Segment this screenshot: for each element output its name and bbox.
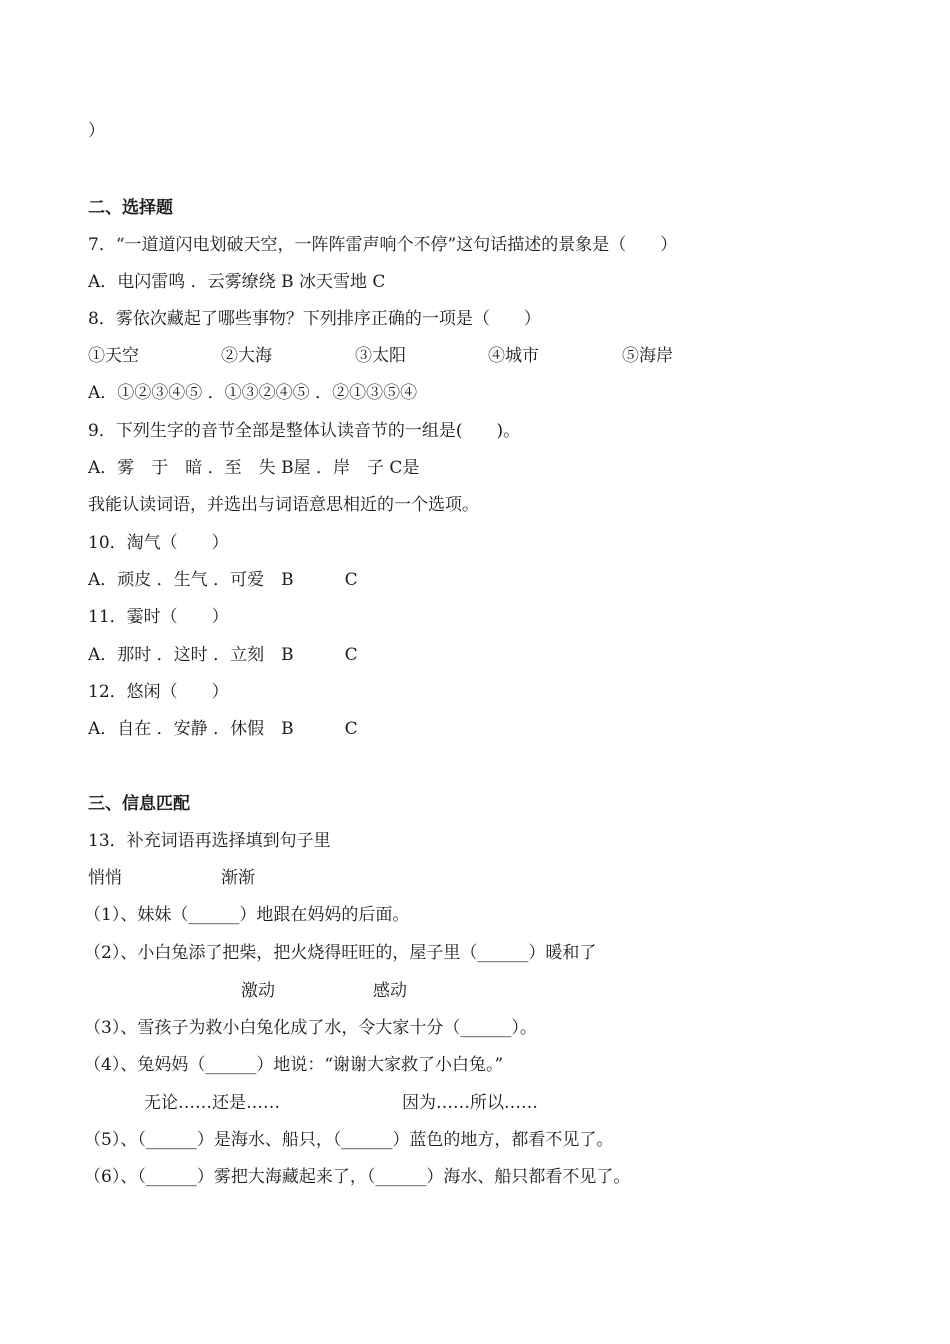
- q7-options: A．电闪雷鸣 ．云雾缭绕 B 冰天雪地 C: [88, 272, 386, 292]
- q13-sentence-3: （3）、雪孩子为救小白兔化成了水，令大家十分（______）。: [84, 1018, 537, 1038]
- q11-stem: 11．霎时（ ）: [88, 607, 229, 627]
- q13-sentence-2: （2）、小白兔添了把柴，把火烧得旺旺的，屋子里（______）暖和了: [84, 943, 597, 963]
- conjunction-option: 无论……还是……: [144, 1093, 280, 1113]
- q10-options: A．顽皮 ．生气 ．可爱 B C: [88, 570, 358, 590]
- q8-item: ②大海: [221, 346, 272, 366]
- q8-item: ⑤海岸: [622, 346, 673, 366]
- q12-options: A．自在 ．安静 ．休假 B C: [88, 719, 358, 739]
- q9-options: A．雾 于 暗 ．至 失 B屋 ．岸 子 C是: [88, 458, 420, 478]
- word-option: 渐渐: [221, 868, 255, 888]
- closing-paren: ）: [88, 121, 105, 141]
- q8-options: A．①②③④⑤ ．①③②④⑤ ．②①③⑤④: [88, 383, 418, 403]
- q13-sentence-1: （1）、妹妹（______）地跟在妈妈的后面。: [84, 905, 410, 925]
- q8-item: ①天空: [88, 346, 139, 366]
- q12-stem: 12．悠闲（ ）: [88, 682, 229, 702]
- q13-stem: 13．补充词语再选择填到句子里: [88, 831, 331, 851]
- word-option: 感动: [373, 981, 407, 1001]
- q13-sentence-4: （4）、兔妈妈（______）地说：“谢谢大家救了小白兔。”: [84, 1055, 504, 1075]
- q8-stem: 8．雾依次藏起了哪些事物？下列排序正确的一项是（ ）: [88, 309, 541, 329]
- vocab-intro: 我能认读词语，并选出与词语意思相近的一个选项。: [88, 495, 479, 515]
- word-option: 激动: [241, 981, 275, 1001]
- q8-item: ④城市: [488, 346, 539, 366]
- q13-sentence-5: （5）、（______）是海水、船只，（______）蓝色的地方，都看不见了。: [84, 1130, 614, 1150]
- word-option: 悄悄: [88, 868, 122, 888]
- q9-stem: 9．下列生字的音节全部是整体认读音节的一组是( )。: [88, 421, 521, 441]
- q7-stem: 7．“一道道闪电划破天空，一阵阵雷声响个不停”这句话描述的景象是（ ）: [88, 235, 678, 255]
- conjunction-option: 因为……所以……: [402, 1093, 538, 1113]
- q10-stem: 10．淘气（ ）: [88, 533, 229, 553]
- q8-item: ③太阳: [355, 346, 406, 366]
- q13-sentence-6: （6）、（______）雾把大海藏起来了，（______）海水、船只都看不见了。: [84, 1167, 631, 1187]
- section-title-matching: 三、信息匹配: [88, 794, 190, 814]
- section-title-choice: 二、选择题: [88, 198, 173, 218]
- q11-options: A．那时 ．这时 ．立刻 B C: [88, 645, 358, 665]
